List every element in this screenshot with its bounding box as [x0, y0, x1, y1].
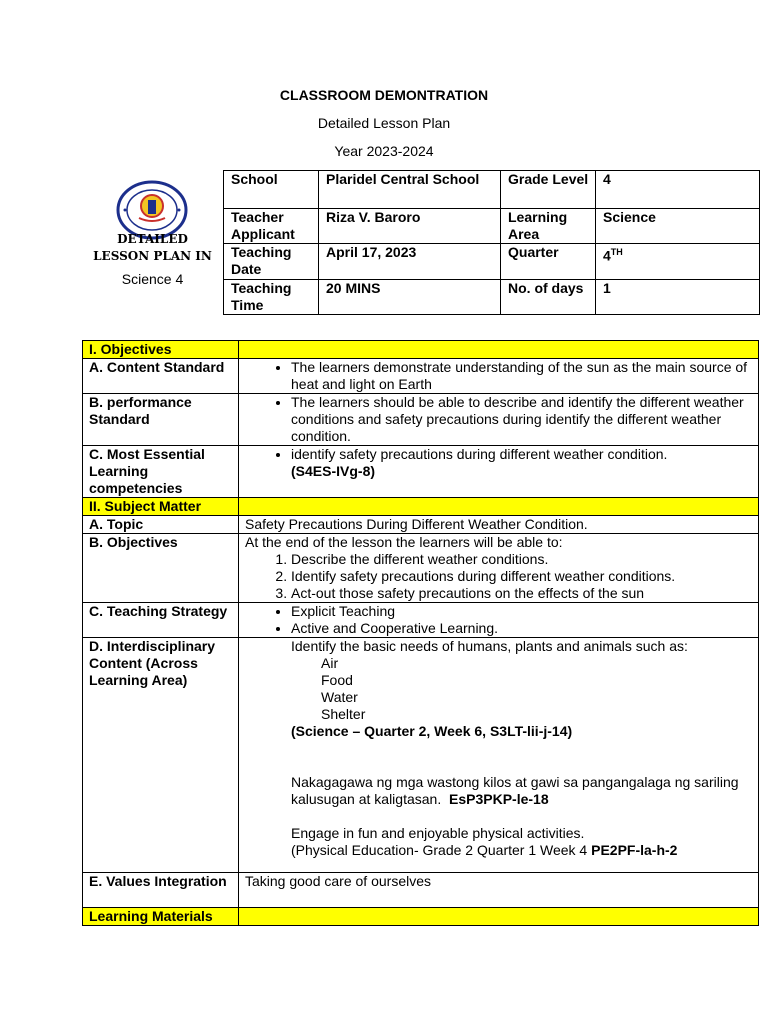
objb-cell	[239, 534, 759, 603]
time-label: Teaching Time	[224, 280, 319, 315]
materials-header-row	[83, 908, 759, 926]
strategy-cell	[239, 603, 759, 638]
need-item: Water	[321, 689, 358, 705]
subject-header-fill	[239, 498, 759, 516]
interdisciplinary-row	[83, 638, 759, 873]
days-label: No. of days	[501, 280, 596, 315]
pe-text2	[245, 842, 758, 859]
grade-value: 4	[596, 171, 760, 209]
need-item: Food	[321, 672, 353, 688]
melc-text: identify safety precautions during different weather condition.	[291, 446, 668, 462]
content-standard-row	[83, 359, 759, 394]
area-value: Science	[596, 209, 760, 244]
performance-standard-cell	[239, 394, 759, 446]
days-value: 1	[596, 280, 760, 315]
values-value: Taking good care of ourselves	[239, 873, 759, 908]
melc-code: (S4ES-IVg-8)	[291, 463, 376, 479]
quarter-number: 4	[603, 247, 611, 264]
melc-cell	[239, 446, 759, 498]
objb-label: B. Objectives	[83, 534, 239, 603]
info-table	[82, 170, 759, 313]
objb-item: 2. Identify safety precautions during different weather conditions.	[291, 568, 758, 585]
objb-intro: At the end of the lesson the learners will be able to:	[245, 534, 563, 550]
objb-item: 1. Describe the different weather conditions.	[291, 551, 758, 568]
info-grid	[223, 170, 760, 315]
materials-header-fill	[239, 908, 759, 926]
school-label: School	[224, 171, 319, 209]
interdisciplinary-cell	[239, 638, 759, 873]
teacher-value: Riza V. Baroro	[319, 209, 501, 244]
performance-standard-text: • The learners should be able to describe and identify the different weather conditions and safety precautions during identify the different weather condition.	[291, 394, 758, 445]
melc-item	[291, 446, 758, 480]
logo-caption	[82, 231, 223, 265]
melc-label: C. Most Essential Learning competencies	[83, 446, 239, 498]
document-title: CLASSROOM DEMONTRATION	[279, 87, 489, 103]
time-value: 20 MINS	[319, 280, 501, 315]
objb-row	[83, 534, 759, 603]
strategy-item: • Active and Cooperative Learning.	[291, 620, 758, 637]
values-row	[83, 873, 759, 908]
performance-standard-label: B. performance Standard	[83, 394, 239, 446]
inter-intro: Identify the basic needs of humans, plants and animals such as:	[291, 638, 688, 654]
content-standard-label: A. Content Standard	[83, 359, 239, 394]
document-subtitle: Detailed Lesson Plan	[317, 115, 451, 131]
logo-caption-line1: DETAILED	[117, 232, 188, 246]
content-standard-cell	[239, 359, 759, 394]
lesson-plan-table	[82, 340, 759, 926]
strategy-row	[83, 603, 759, 638]
inter-code1	[245, 723, 758, 740]
date-label: Teaching Date	[224, 244, 319, 280]
school-value: Plaridel Central School	[319, 171, 501, 209]
esp-text	[245, 774, 758, 808]
objectives-header-fill	[239, 341, 759, 359]
date-value: April 17, 2023	[319, 244, 501, 280]
strategy-label: C. Teaching Strategy	[83, 603, 239, 638]
logo-subject: Science 4	[121, 271, 184, 287]
strategy-item: • Explicit Teaching	[291, 603, 758, 620]
area-label: Learning Area	[501, 209, 596, 244]
objectives-header-row	[83, 341, 759, 359]
topic-value: Safety Precautions During Different Weather Condition.	[239, 516, 759, 534]
logo-caption-line2: LESSON PLAN IN	[93, 249, 212, 263]
quarter-suffix: TH	[610, 247, 623, 257]
performance-standard-row	[83, 394, 759, 446]
topic-label: A. Topic	[83, 516, 239, 534]
subject-header: II. Subject Matter	[83, 498, 239, 516]
melc-row	[83, 446, 759, 498]
quarter-label: Quarter	[501, 244, 596, 280]
quarter-value	[596, 244, 760, 280]
interdisciplinary-label: D. Interdisciplinary Content (Across Learning Area)	[83, 638, 239, 873]
values-label: E. Values Integration	[83, 873, 239, 908]
materials-header: Learning Materials	[83, 908, 239, 926]
esp-sentence: Nakagagawa ng mga wastong kilos at gawi sa pangangalaga ng sariling kalusugan at kaligtasan.	[291, 774, 739, 807]
pe-sentence: (Physical Education- Grade 2 Quarter 1 Week 4	[291, 842, 588, 858]
need-item: Air	[321, 655, 339, 671]
objb-item: 3. Act-out those safety precautions on the effects of the sun	[291, 585, 758, 602]
need-item: Shelter	[321, 706, 366, 722]
subject-header-row	[83, 498, 759, 516]
grade-label: Grade Level	[501, 171, 596, 209]
objectives-header: I. Objectives	[83, 341, 239, 359]
topic-row	[83, 516, 759, 534]
teacher-label: Teacher Applicant	[224, 209, 319, 244]
content-standard-text: • The learners demonstrate understanding of the sun as the main source of heat and light on Earth	[291, 359, 758, 393]
esp-code: EsP3PKP-le-18	[449, 791, 549, 807]
logo-cell	[82, 170, 223, 313]
pe-code: PE2PF-la-h-2	[591, 842, 678, 858]
pe-text1: Engage in fun and enjoyable physical activities.	[291, 825, 585, 841]
school-year: Year 2023-2024	[334, 143, 434, 159]
science-code: (Science – Quarter 2, Week 6, S3LT-lii-j-14)	[291, 723, 573, 739]
